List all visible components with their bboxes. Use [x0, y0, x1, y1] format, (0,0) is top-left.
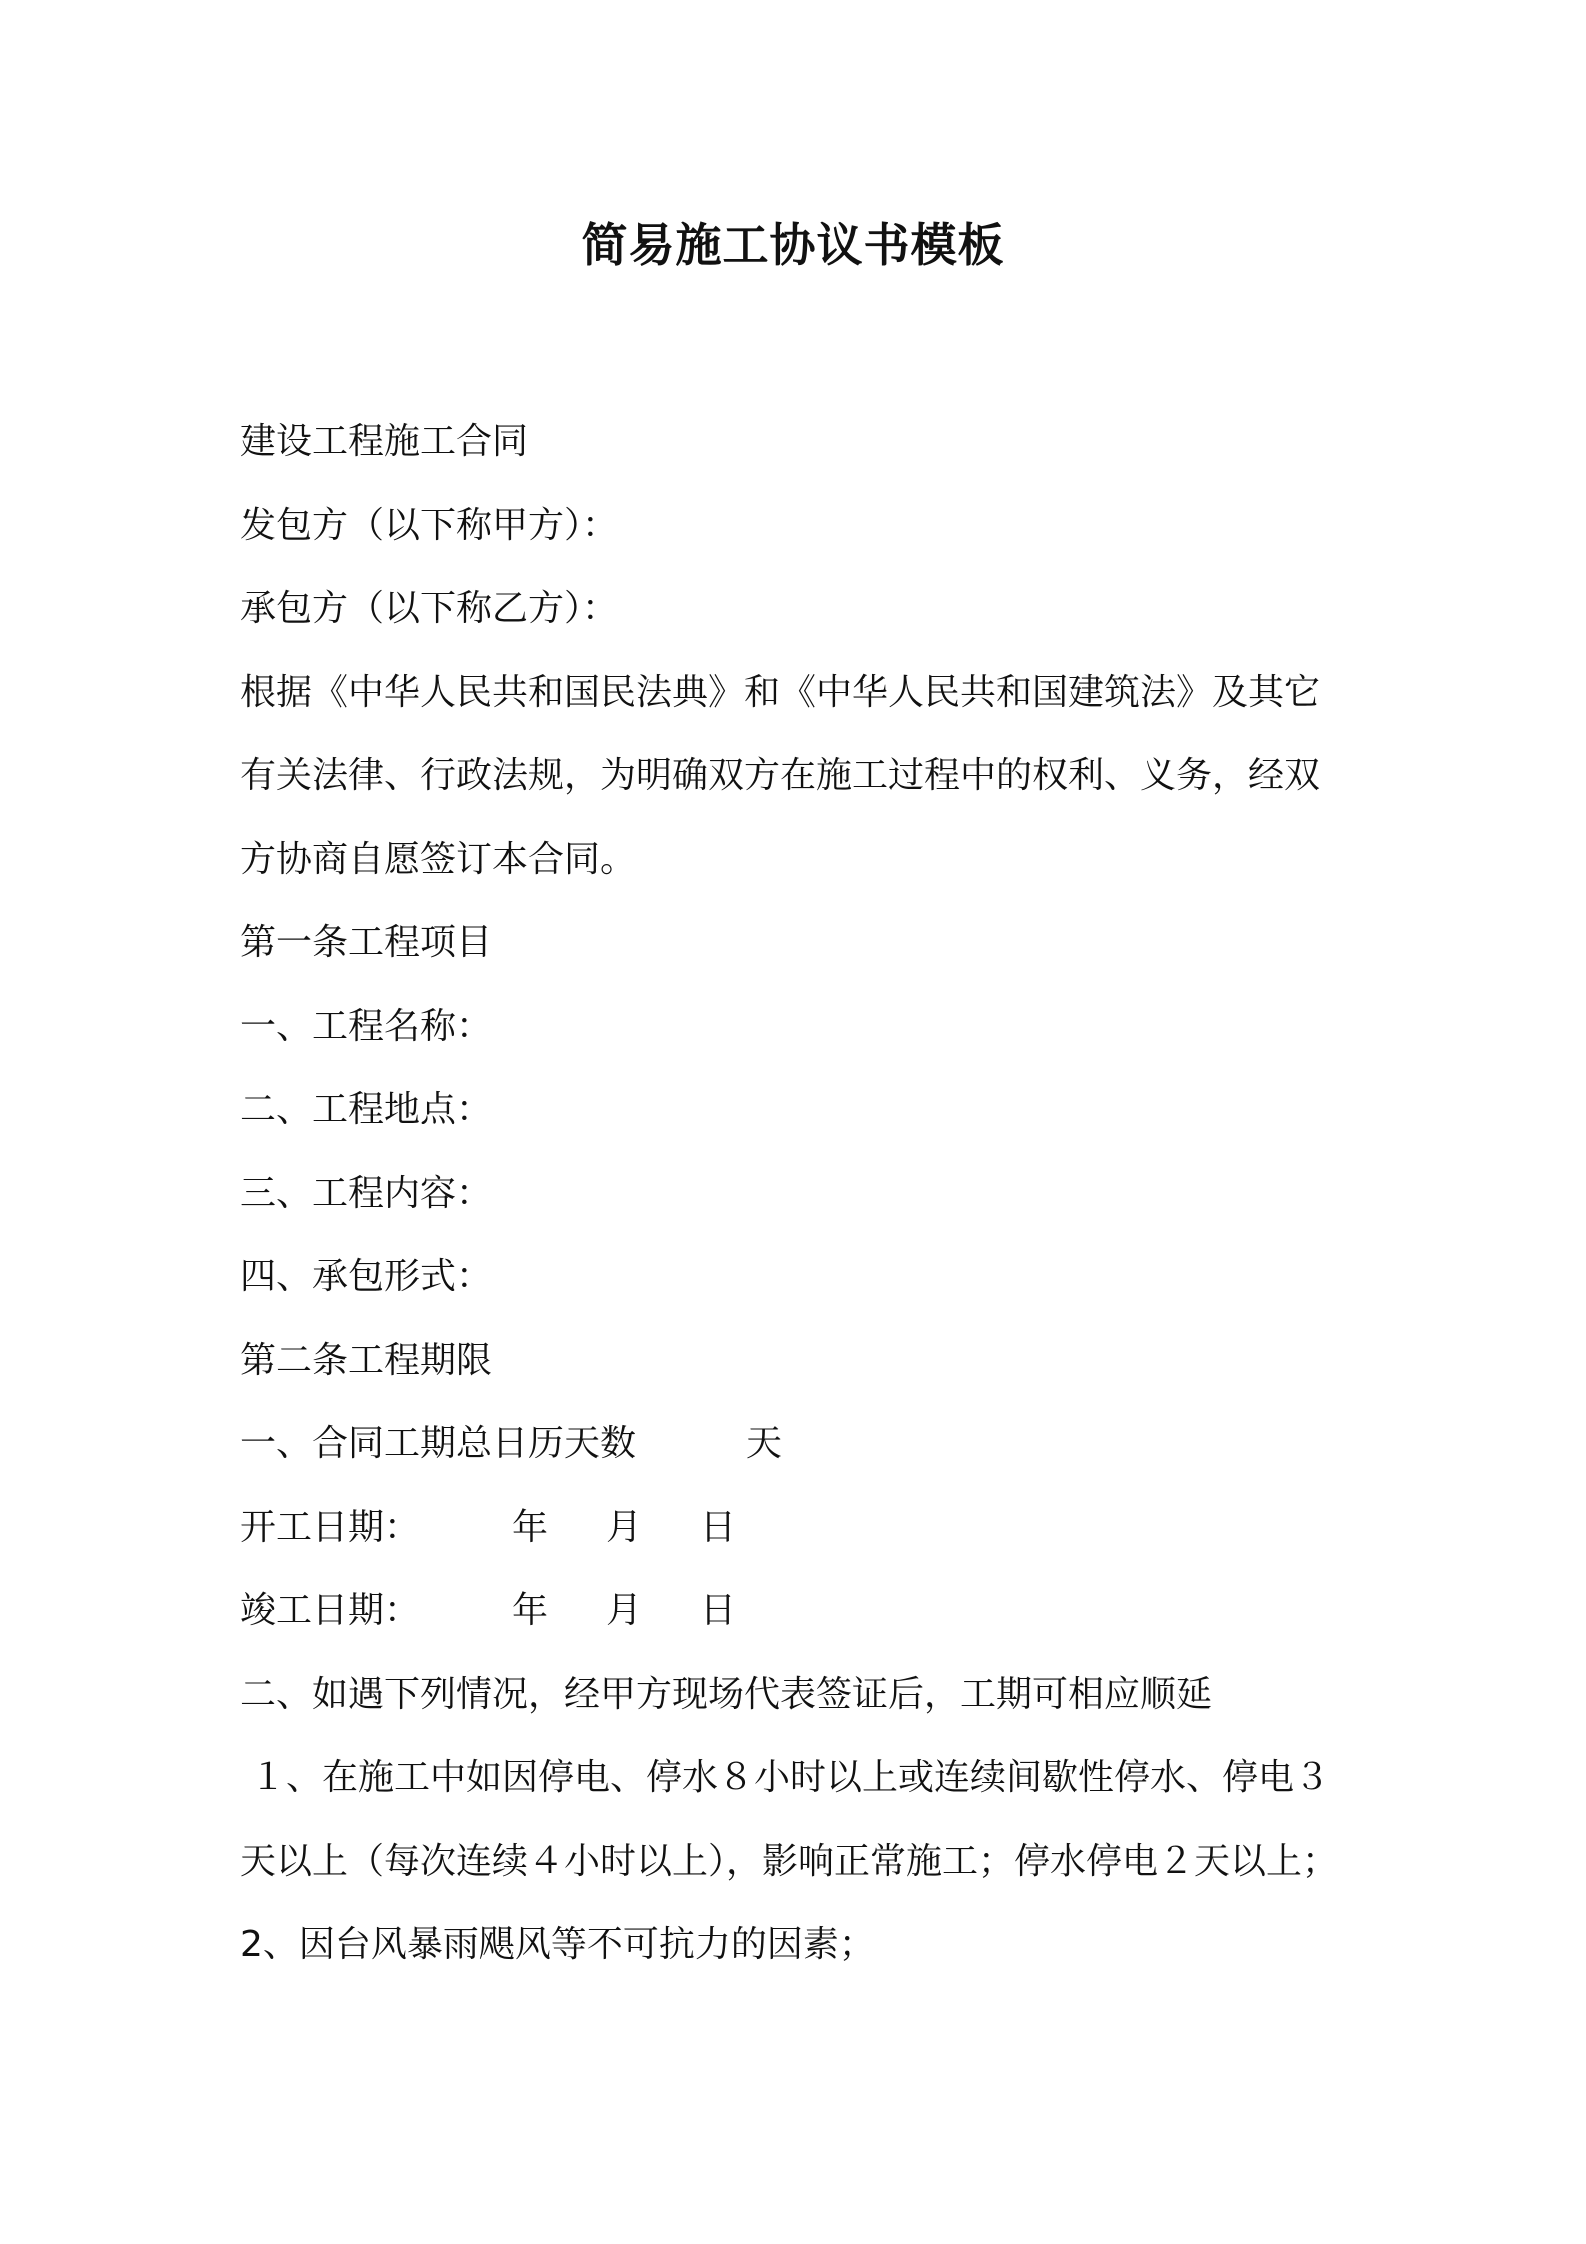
- end-date-label: 竣工日期：: [240, 1590, 421, 1631]
- duration-unit: 天: [746, 1423, 783, 1464]
- duration-label: 一、合同工期总日历天数: [240, 1423, 637, 1464]
- party-b-line: 承包方（以下称乙方）：: [240, 588, 619, 629]
- project-location-line: 二、工程地点：: [240, 1089, 493, 1130]
- end-day-unit: 日: [700, 1590, 737, 1631]
- end-month-unit: 月: [606, 1590, 643, 1631]
- article1-heading: 第一条工程项目: [240, 922, 493, 963]
- document-body: [240, 400, 1380, 1987]
- contract-heading: 建设工程施工合同: [240, 421, 529, 462]
- contract-form-line: 四、承包形式：: [240, 1256, 493, 1297]
- duration-line: [240, 1402, 1380, 1486]
- end-date-line: [240, 1569, 1380, 1653]
- clause2-line: 2、因台风暴雨飓风等不可抗力的因素；: [240, 1924, 875, 1965]
- extension-intro: 二、如遇下列情况，经甲方现场代表签证后，工期可相应顺延: [240, 1673, 1213, 1715]
- start-day-unit: 日: [700, 1506, 737, 1548]
- party-a-line: 发包方（以下称甲方）：: [240, 504, 619, 546]
- clause1-line-2: 天以上（每次连续４小时以上），影响正常施工；停水停电２天以上；: [240, 1840, 1339, 1882]
- start-date-line: [240, 1486, 1380, 1570]
- preamble-line-2: 有关法律、行政法规，为明确双方在施工过程中的权利、义务，经双: [240, 755, 1321, 796]
- project-name-line: 一、工程名称：: [240, 1005, 493, 1047]
- start-year-unit: 年: [512, 1506, 549, 1548]
- document-title: 简易施工协议书模板: [581, 218, 1005, 272]
- end-year-unit: 年: [512, 1590, 549, 1631]
- clause1-line-1: １、在施工中如因停电、停水８小时以上或连续间歇性停水、停电３: [250, 1757, 1331, 1798]
- start-date-label: 开工日期：: [240, 1506, 421, 1548]
- article2-heading: 第二条工程期限: [240, 1339, 493, 1381]
- start-month-unit: 月: [606, 1506, 643, 1548]
- preamble-line-1: 根据《中华人民共和国民法典》和《中华人民共和国建筑法》及其它: [240, 671, 1321, 713]
- project-content-line: 三、工程内容：: [240, 1172, 493, 1214]
- preamble-line-3: 方协商自愿签订本合同。: [240, 838, 637, 880]
